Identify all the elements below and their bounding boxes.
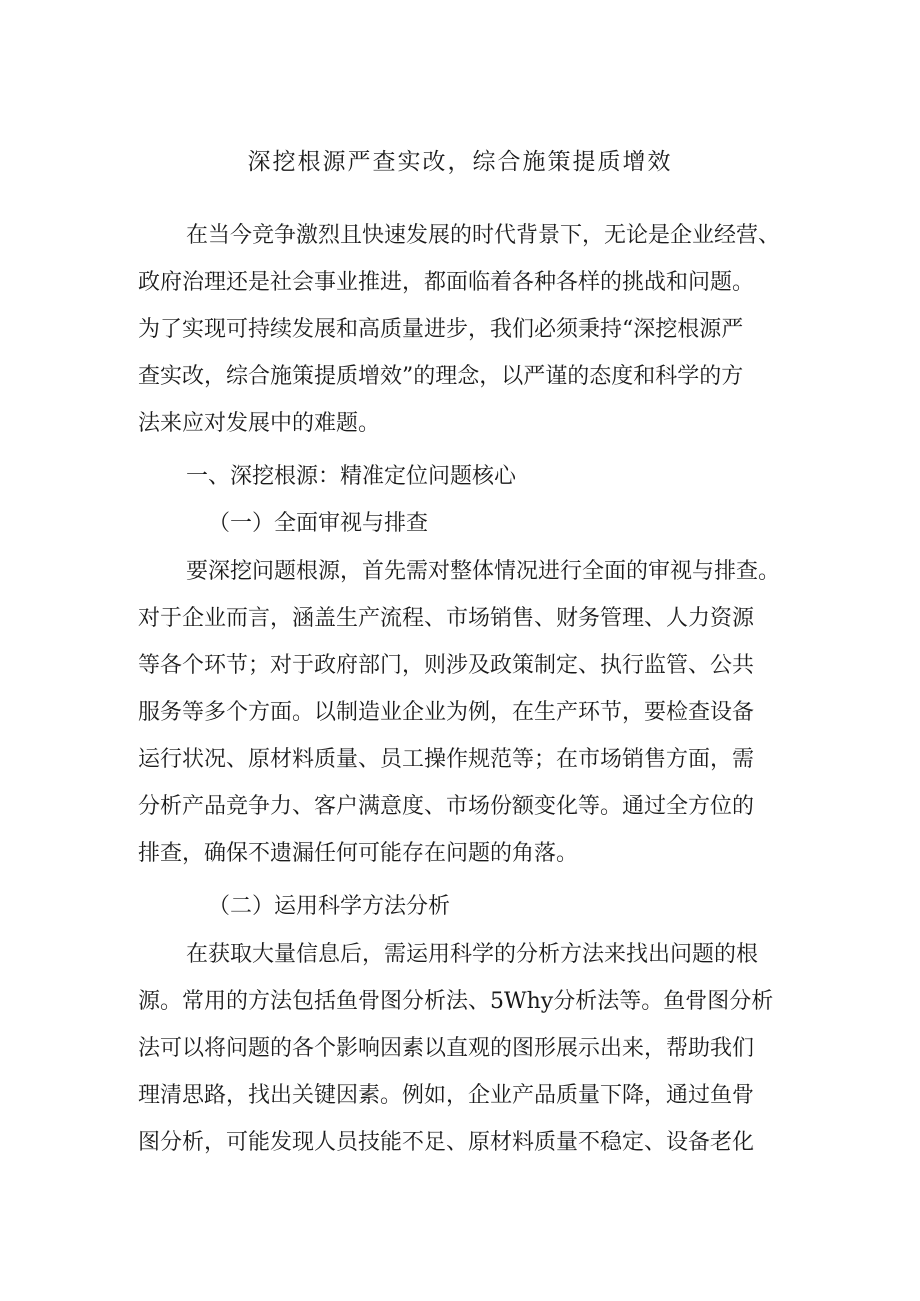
- document-title: 深挖根源严查实改，综合施策提质增效: [247, 149, 673, 175]
- paragraph-line: 法来应对发展中的难题。: [138, 411, 381, 436]
- section-heading: 一、深挖根源：精准定位问题核心: [186, 464, 517, 489]
- paragraph-line: 在获取大量信息后，需运用科学的分析方法来找出问题的根: [186, 942, 759, 967]
- paragraph-line: 对于企业而言，涵盖生产流程、市场销售、财务管理、人力资源: [138, 606, 755, 631]
- paragraph-line: 在当今竞争激烈且快速发展的时代背景下，无论是企业经营、: [186, 223, 781, 248]
- paragraph-line: 运行状况、原材料质量、员工操作规范等；在市场销售方面，需: [138, 747, 755, 772]
- paragraph-line: 服务等多个方面。以制造业企业为例，在生产环节，要检查设备: [138, 700, 755, 725]
- paragraph-line: 理清思路，找出关键因素。例如，企业产品质量下降，通过鱼骨: [138, 1083, 755, 1108]
- paragraph-line: 政府治理还是社会事业推进，都面临着各种各样的挑战和问题。: [138, 270, 755, 295]
- paragraph-line: 查实改，综合施策提质增效”的理念，以严谨的态度和科学的方: [138, 364, 744, 389]
- paragraph-line: 源。常用的方法包括鱼骨图分析法、5Why分析法等。鱼骨图分析: [138, 989, 774, 1014]
- paragraph-line: 图分析，可能发现人员技能不足、原材料质量不稳定、设备老化: [138, 1130, 755, 1155]
- subsection-heading: （一）全面审视与排查: [208, 511, 429, 536]
- paragraph-line: 分析产品竞争力、客户满意度、市场份额变化等。通过全方位的: [138, 794, 755, 819]
- paragraph-line: 法可以将问题的各个影响因素以直观的图形展示出来，帮助我们: [138, 1036, 755, 1061]
- paragraph-line: 等各个环节；对于政府部门，则涉及政策制定、执行监管、公共: [138, 653, 755, 678]
- paragraph-line: 为了实现可持续发展和高质量进步，我们必须秉持“深挖根源严: [138, 317, 744, 342]
- paragraph-line: 要深挖问题根源，首先需对整体情况进行全面的审视与排查。: [186, 559, 781, 584]
- subsection-heading: （二）运用科学方法分析: [208, 894, 451, 919]
- paragraph-line: 排查，确保不遗漏任何可能存在问题的角落。: [138, 841, 579, 866]
